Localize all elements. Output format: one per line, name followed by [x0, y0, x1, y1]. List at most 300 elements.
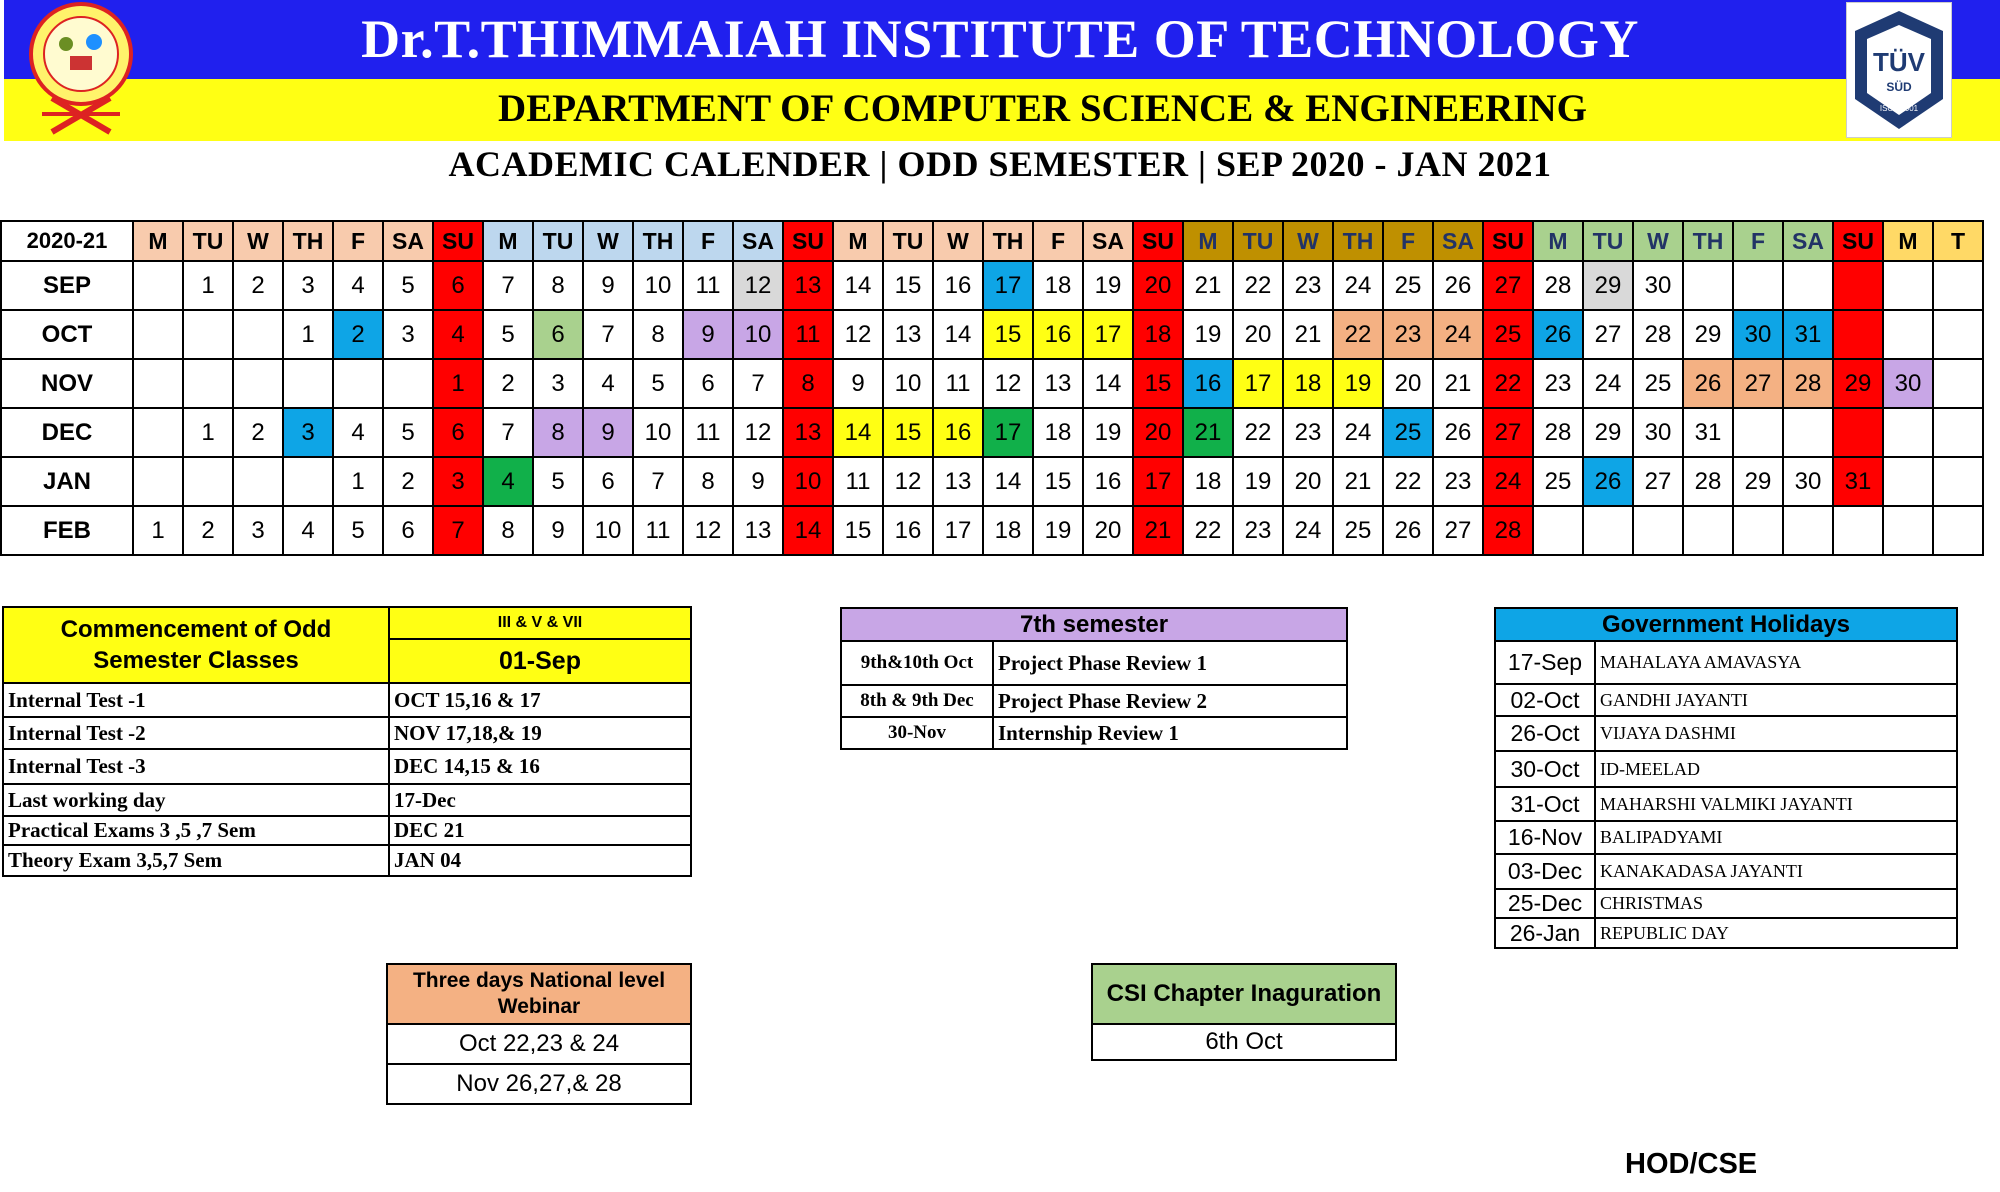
date-cell: 12	[983, 359, 1033, 408]
date-cell: 11	[783, 310, 833, 359]
tuv-iso-logo	[1846, 2, 1952, 138]
month-row-dec	[1, 408, 1983, 457]
weekday-header: M	[1883, 221, 1933, 261]
date-cell: 10	[633, 261, 683, 310]
date-cell: 13	[933, 457, 983, 506]
date-cell: 20	[1133, 408, 1183, 457]
date-cell: 11	[683, 408, 733, 457]
department-title: DEPARTMENT OF COMPUTER SCIENCE & ENGINEERING	[498, 87, 1587, 130]
empty-cell	[133, 261, 183, 310]
date-cell: 18	[1033, 261, 1083, 310]
date-cell: 31	[1783, 310, 1833, 359]
date-cell: 23	[1283, 261, 1333, 310]
empty-cell	[183, 457, 233, 506]
review-date: 8th & 9th Dec	[841, 685, 993, 717]
date-cell: 16	[933, 261, 983, 310]
weekday-header: SU	[433, 221, 483, 261]
date-cell: 17	[1083, 310, 1133, 359]
date-cell: 21	[1433, 359, 1483, 408]
date-cell: 12	[733, 408, 783, 457]
date-cell: 22	[1183, 506, 1233, 555]
weekday-header: SA	[733, 221, 783, 261]
date-cell: 15	[833, 506, 883, 555]
date-cell: 5	[533, 457, 583, 506]
date-cell: 24	[1433, 310, 1483, 359]
date-cell: 21	[1183, 261, 1233, 310]
date-cell: 13	[783, 261, 833, 310]
empty-cell	[1933, 506, 1983, 555]
empty-cell	[1733, 408, 1783, 457]
date-cell: 9	[733, 457, 783, 506]
date-cell: 23	[1433, 457, 1483, 506]
empty-cell	[1783, 506, 1833, 555]
month-label: SEP	[1, 261, 133, 310]
holiday-name: ID-MEELAD	[1595, 751, 1957, 787]
date-cell: 29	[1833, 359, 1883, 408]
weekday-header: W	[1283, 221, 1333, 261]
svg-text:TÜV: TÜV	[1873, 47, 1925, 77]
month-label: DEC	[1, 408, 133, 457]
date-cell: 12	[683, 506, 733, 555]
holiday-name: VIJAYA DASHMI	[1595, 716, 1957, 751]
weekday-header: M	[833, 221, 883, 261]
holiday-date: 17-Sep	[1495, 641, 1595, 684]
empty-cell	[1733, 261, 1783, 310]
date-cell: 27	[1733, 359, 1783, 408]
event-date: 17-Dec	[389, 784, 691, 816]
empty-cell	[333, 359, 383, 408]
date-cell: 26	[1383, 506, 1433, 555]
date-cell: 6	[433, 408, 483, 457]
empty-cell	[1933, 408, 1983, 457]
date-cell: 19	[1083, 261, 1133, 310]
weekday-header: TU	[533, 221, 583, 261]
event-date: DEC 14,15 & 16	[389, 749, 691, 784]
government-holidays-table	[1494, 607, 1958, 949]
date-cell: 9	[533, 506, 583, 555]
event-date: DEC 21	[389, 816, 691, 845]
empty-cell	[1883, 506, 1933, 555]
date-cell: 25	[1483, 310, 1533, 359]
commencement-table	[2, 606, 692, 877]
date-cell: 27	[1483, 408, 1533, 457]
weekday-header: TU	[183, 221, 233, 261]
holiday-row	[1495, 751, 1957, 787]
date-cell: 11	[683, 261, 733, 310]
event-label: Internal Test -1	[3, 683, 389, 717]
date-cell: 16	[1033, 310, 1083, 359]
date-cell: 4	[333, 261, 383, 310]
holiday-row	[1495, 641, 1957, 684]
date-cell: 4	[333, 408, 383, 457]
month-row-oct	[1, 310, 1983, 359]
holidays-title: Government Holidays	[1495, 608, 1957, 641]
date-cell: 10	[883, 359, 933, 408]
review-date: 30-Nov	[841, 717, 993, 749]
date-cell: 28	[1633, 310, 1683, 359]
date-cell: 10	[733, 310, 783, 359]
date-cell: 9	[683, 310, 733, 359]
empty-cell	[133, 457, 183, 506]
date-cell: 16	[1183, 359, 1233, 408]
date-cell: 14	[933, 310, 983, 359]
month-label: FEB	[1, 506, 133, 555]
event-date: JAN 04	[389, 845, 691, 876]
weekday-header: M	[1183, 221, 1233, 261]
hod-signature: HOD/CSE	[1625, 1148, 1758, 1180]
date-cell: 8	[783, 359, 833, 408]
weekday-header: M	[133, 221, 183, 261]
commencement-title: Commencement of Odd Semester Classes	[3, 607, 389, 683]
empty-cell	[133, 359, 183, 408]
holiday-name: CHRISTMAS	[1595, 889, 1957, 918]
date-cell: 1	[133, 506, 183, 555]
empty-cell	[1583, 506, 1633, 555]
date-cell: 5	[383, 408, 433, 457]
academic-calendar-grid	[0, 220, 1984, 556]
weekday-header: W	[583, 221, 633, 261]
date-cell: 18	[1183, 457, 1233, 506]
weekday-header: F	[1733, 221, 1783, 261]
date-cell: 29	[1683, 310, 1733, 359]
date-cell: 3	[433, 457, 483, 506]
date-cell: 31	[1683, 408, 1733, 457]
svg-text:SÜD: SÜD	[1886, 80, 1912, 94]
weekday-header: TH	[1333, 221, 1383, 261]
weekday-header: SA	[383, 221, 433, 261]
date-cell: 28	[1533, 408, 1583, 457]
date-cell: 15	[983, 310, 1033, 359]
event-label: Theory Exam 3,5,7 Sem	[3, 845, 389, 876]
empty-cell	[1933, 359, 1983, 408]
date-cell: 22	[1383, 457, 1433, 506]
holiday-row	[1495, 787, 1957, 821]
date-cell: 19	[1033, 506, 1083, 555]
date-cell: 21	[1133, 506, 1183, 555]
weekday-header: TH	[983, 221, 1033, 261]
review-event: Internship Review 1	[993, 717, 1347, 749]
date-cell: 13	[883, 310, 933, 359]
holiday-date: 31-Oct	[1495, 787, 1595, 821]
date-cell: 2	[233, 261, 283, 310]
empty-cell	[233, 359, 283, 408]
commencement-row	[3, 683, 691, 717]
empty-cell	[1933, 310, 1983, 359]
weekday-header: M	[483, 221, 533, 261]
date-cell: 11	[933, 359, 983, 408]
date-cell: 2	[333, 310, 383, 359]
date-cell: 15	[883, 261, 933, 310]
date-cell: 18	[1033, 408, 1083, 457]
date-cell: 7	[733, 359, 783, 408]
holiday-row	[1495, 918, 1957, 948]
date-cell: 15	[1133, 359, 1183, 408]
date-cell: 9	[583, 408, 633, 457]
date-cell: 7	[633, 457, 683, 506]
date-cell: 10	[633, 408, 683, 457]
webinar-title: Three days National level Webinar	[387, 964, 691, 1024]
date-cell: 12	[883, 457, 933, 506]
academic-year-label: 2020-21	[1, 221, 133, 261]
empty-cell	[1633, 506, 1683, 555]
date-cell: 4	[583, 359, 633, 408]
date-cell: 14	[1083, 359, 1133, 408]
weekday-header: W	[933, 221, 983, 261]
holiday-date: 16-Nov	[1495, 821, 1595, 854]
holiday-date: 02-Oct	[1495, 684, 1595, 716]
date-cell: 11	[633, 506, 683, 555]
month-row-jan	[1, 457, 1983, 506]
date-cell: 22	[1233, 261, 1283, 310]
empty-cell	[1783, 408, 1833, 457]
date-cell: 13	[733, 506, 783, 555]
date-cell: 27	[1433, 506, 1483, 555]
weekday-header: TH	[1683, 221, 1733, 261]
date-cell: 24	[1283, 506, 1333, 555]
date-cell: 3	[533, 359, 583, 408]
date-cell: 4	[433, 310, 483, 359]
date-cell: 28	[1783, 359, 1833, 408]
date-cell: 26	[1533, 310, 1583, 359]
weekday-header: TU	[883, 221, 933, 261]
weekday-header: SA	[1083, 221, 1133, 261]
date-cell: 28	[1533, 261, 1583, 310]
weekday-header: SA	[1783, 221, 1833, 261]
seventh-semester-row	[841, 717, 1347, 749]
empty-cell	[133, 310, 183, 359]
date-cell: 21	[1283, 310, 1333, 359]
empty-cell	[233, 457, 283, 506]
date-cell: 13	[1033, 359, 1083, 408]
commencement-row	[3, 784, 691, 816]
review-event: Project Phase Review 1	[993, 641, 1347, 685]
webinar-table	[386, 963, 692, 1105]
webinar-dates-nov: Nov 26,27,& 28	[387, 1064, 691, 1104]
date-cell: 2	[483, 359, 533, 408]
date-cell: 23	[1383, 310, 1433, 359]
event-date: OCT 15,16 & 17	[389, 683, 691, 717]
month-row-nov	[1, 359, 1983, 408]
weekday-header: F	[1383, 221, 1433, 261]
empty-cell	[383, 359, 433, 408]
date-cell: 24	[1333, 261, 1383, 310]
date-cell: 14	[983, 457, 1033, 506]
date-cell: 17	[933, 506, 983, 555]
weekday-header: F	[683, 221, 733, 261]
date-cell: 2	[383, 457, 433, 506]
date-cell: 6	[433, 261, 483, 310]
empty-cell	[1883, 310, 1933, 359]
date-cell: 29	[1583, 408, 1633, 457]
holiday-name: REPUBLIC DAY	[1595, 918, 1957, 948]
holiday-row	[1495, 854, 1957, 889]
csi-date: 6th Oct	[1092, 1024, 1396, 1060]
date-cell: 5	[383, 261, 433, 310]
date-cell: 2	[183, 506, 233, 555]
date-cell: 20	[1083, 506, 1133, 555]
date-cell: 10	[783, 457, 833, 506]
commencement-row	[3, 717, 691, 749]
date-cell: 17	[1133, 457, 1183, 506]
empty-cell	[283, 359, 333, 408]
empty-cell	[183, 310, 233, 359]
weekday-header: SU	[783, 221, 833, 261]
holiday-date: 30-Oct	[1495, 751, 1595, 787]
date-cell: 8	[633, 310, 683, 359]
date-cell: 20	[1133, 261, 1183, 310]
date-cell: 16	[883, 506, 933, 555]
empty-cell	[1683, 506, 1733, 555]
date-cell: 3	[283, 408, 333, 457]
date-cell: 22	[1233, 408, 1283, 457]
date-cell: 5	[633, 359, 683, 408]
event-label: Internal Test -2	[3, 717, 389, 749]
date-cell: 6	[683, 359, 733, 408]
date-cell: 14	[783, 506, 833, 555]
date-cell: 19	[1083, 408, 1133, 457]
month-row-sep	[1, 261, 1983, 310]
date-cell: 19	[1233, 457, 1283, 506]
date-cell: 4	[483, 457, 533, 506]
institute-title: Dr.T.THIMMAIAH INSTITUTE OF TECHNOLOGY	[361, 9, 1639, 69]
date-cell: 1	[183, 408, 233, 457]
empty-cell	[133, 408, 183, 457]
date-cell: 23	[1233, 506, 1283, 555]
empty-cell	[1833, 408, 1883, 457]
date-cell: 1	[283, 310, 333, 359]
date-cell: 15	[1033, 457, 1083, 506]
empty-cell	[1883, 261, 1933, 310]
empty-cell	[233, 310, 283, 359]
seventh-semester-table	[840, 607, 1348, 750]
empty-cell	[1933, 261, 1983, 310]
weekday-header: SU	[1833, 221, 1883, 261]
seventh-semester-row	[841, 685, 1347, 717]
date-cell: 24	[1583, 359, 1633, 408]
date-cell: 1	[433, 359, 483, 408]
holiday-date: 25-Dec	[1495, 889, 1595, 918]
date-cell: 18	[1133, 310, 1183, 359]
empty-cell	[1783, 261, 1833, 310]
weekday-header: TU	[1583, 221, 1633, 261]
date-cell: 1	[333, 457, 383, 506]
review-date: 9th&10th Oct	[841, 641, 993, 685]
holiday-name: KANAKADASA JAYANTI	[1595, 854, 1957, 889]
date-cell: 25	[1533, 457, 1583, 506]
date-cell: 6	[533, 310, 583, 359]
date-cell: 20	[1283, 457, 1333, 506]
date-cell: 25	[1333, 506, 1383, 555]
month-label: NOV	[1, 359, 133, 408]
date-cell: 17	[983, 408, 1033, 457]
empty-cell	[1733, 506, 1783, 555]
date-cell: 8	[483, 506, 533, 555]
empty-cell	[1683, 261, 1733, 310]
date-cell: 10	[583, 506, 633, 555]
date-cell: 2	[233, 408, 283, 457]
holiday-row	[1495, 716, 1957, 751]
date-cell: 28	[1483, 506, 1533, 555]
date-cell: 16	[1083, 457, 1133, 506]
weekday-header: TH	[283, 221, 333, 261]
date-cell: 6	[583, 457, 633, 506]
empty-cell	[1833, 506, 1883, 555]
holiday-name: GANDHI JAYANTI	[1595, 684, 1957, 716]
date-cell: 24	[1483, 457, 1533, 506]
webinar-dates-oct: Oct 22,23 & 24	[387, 1024, 691, 1064]
date-cell: 20	[1233, 310, 1283, 359]
holiday-row	[1495, 889, 1957, 918]
date-cell: 26	[1683, 359, 1733, 408]
weekday-header: TU	[1233, 221, 1283, 261]
date-cell: 30	[1883, 359, 1933, 408]
weekday-header: M	[1533, 221, 1583, 261]
date-cell: 1	[183, 261, 233, 310]
date-cell: 6	[383, 506, 433, 555]
date-cell: 27	[1633, 457, 1683, 506]
date-cell: 25	[1633, 359, 1683, 408]
date-cell: 20	[1383, 359, 1433, 408]
date-cell: 12	[833, 310, 883, 359]
holiday-date: 26-Oct	[1495, 716, 1595, 751]
date-cell: 29	[1583, 261, 1633, 310]
weekday-header: SA	[1433, 221, 1483, 261]
date-cell: 21	[1183, 408, 1233, 457]
event-label: Last working day	[3, 784, 389, 816]
date-cell: 21	[1333, 457, 1383, 506]
date-cell: 9	[583, 261, 633, 310]
empty-cell	[1533, 506, 1583, 555]
event-label: Practical Exams 3 ,5 ,7 Sem	[3, 816, 389, 845]
csi-title: CSI Chapter Inaguration	[1092, 964, 1396, 1024]
date-cell: 4	[283, 506, 333, 555]
calendar-title: ACADEMIC CALENDER | ODD SEMESTER | SEP 2020 - JAN 2021	[448, 144, 1552, 184]
commencement-date: 01-Sep	[389, 639, 691, 683]
empty-cell	[183, 359, 233, 408]
holiday-row	[1495, 821, 1957, 854]
date-cell: 16	[933, 408, 983, 457]
holiday-date: 03-Dec	[1495, 854, 1595, 889]
weekday-header: F	[333, 221, 383, 261]
date-cell: 29	[1733, 457, 1783, 506]
date-cell: 9	[833, 359, 883, 408]
date-cell: 19	[1333, 359, 1383, 408]
weekday-header: SU	[1133, 221, 1183, 261]
date-cell: 22	[1483, 359, 1533, 408]
date-cell: 30	[1783, 457, 1833, 506]
date-cell: 17	[1233, 359, 1283, 408]
empty-cell	[1933, 457, 1983, 506]
date-cell: 22	[1333, 310, 1383, 359]
event-date: NOV 17,18,& 19	[389, 717, 691, 749]
date-cell: 3	[233, 506, 283, 555]
date-cell: 23	[1533, 359, 1583, 408]
holiday-date: 26-Jan	[1495, 918, 1595, 948]
weekday-header: F	[1033, 221, 1083, 261]
date-cell: 26	[1433, 261, 1483, 310]
date-cell: 8	[533, 261, 583, 310]
date-cell: 3	[283, 261, 333, 310]
date-cell: 12	[733, 261, 783, 310]
date-cell: 30	[1633, 408, 1683, 457]
weekday-header-row	[1, 221, 1983, 261]
date-cell: 7	[583, 310, 633, 359]
csi-table	[1091, 963, 1397, 1061]
seventh-semester-row	[841, 641, 1347, 685]
holiday-name: MAHARSHI VALMIKI JAYANTI	[1595, 787, 1957, 821]
date-cell: 31	[1833, 457, 1883, 506]
date-cell: 7	[483, 408, 533, 457]
